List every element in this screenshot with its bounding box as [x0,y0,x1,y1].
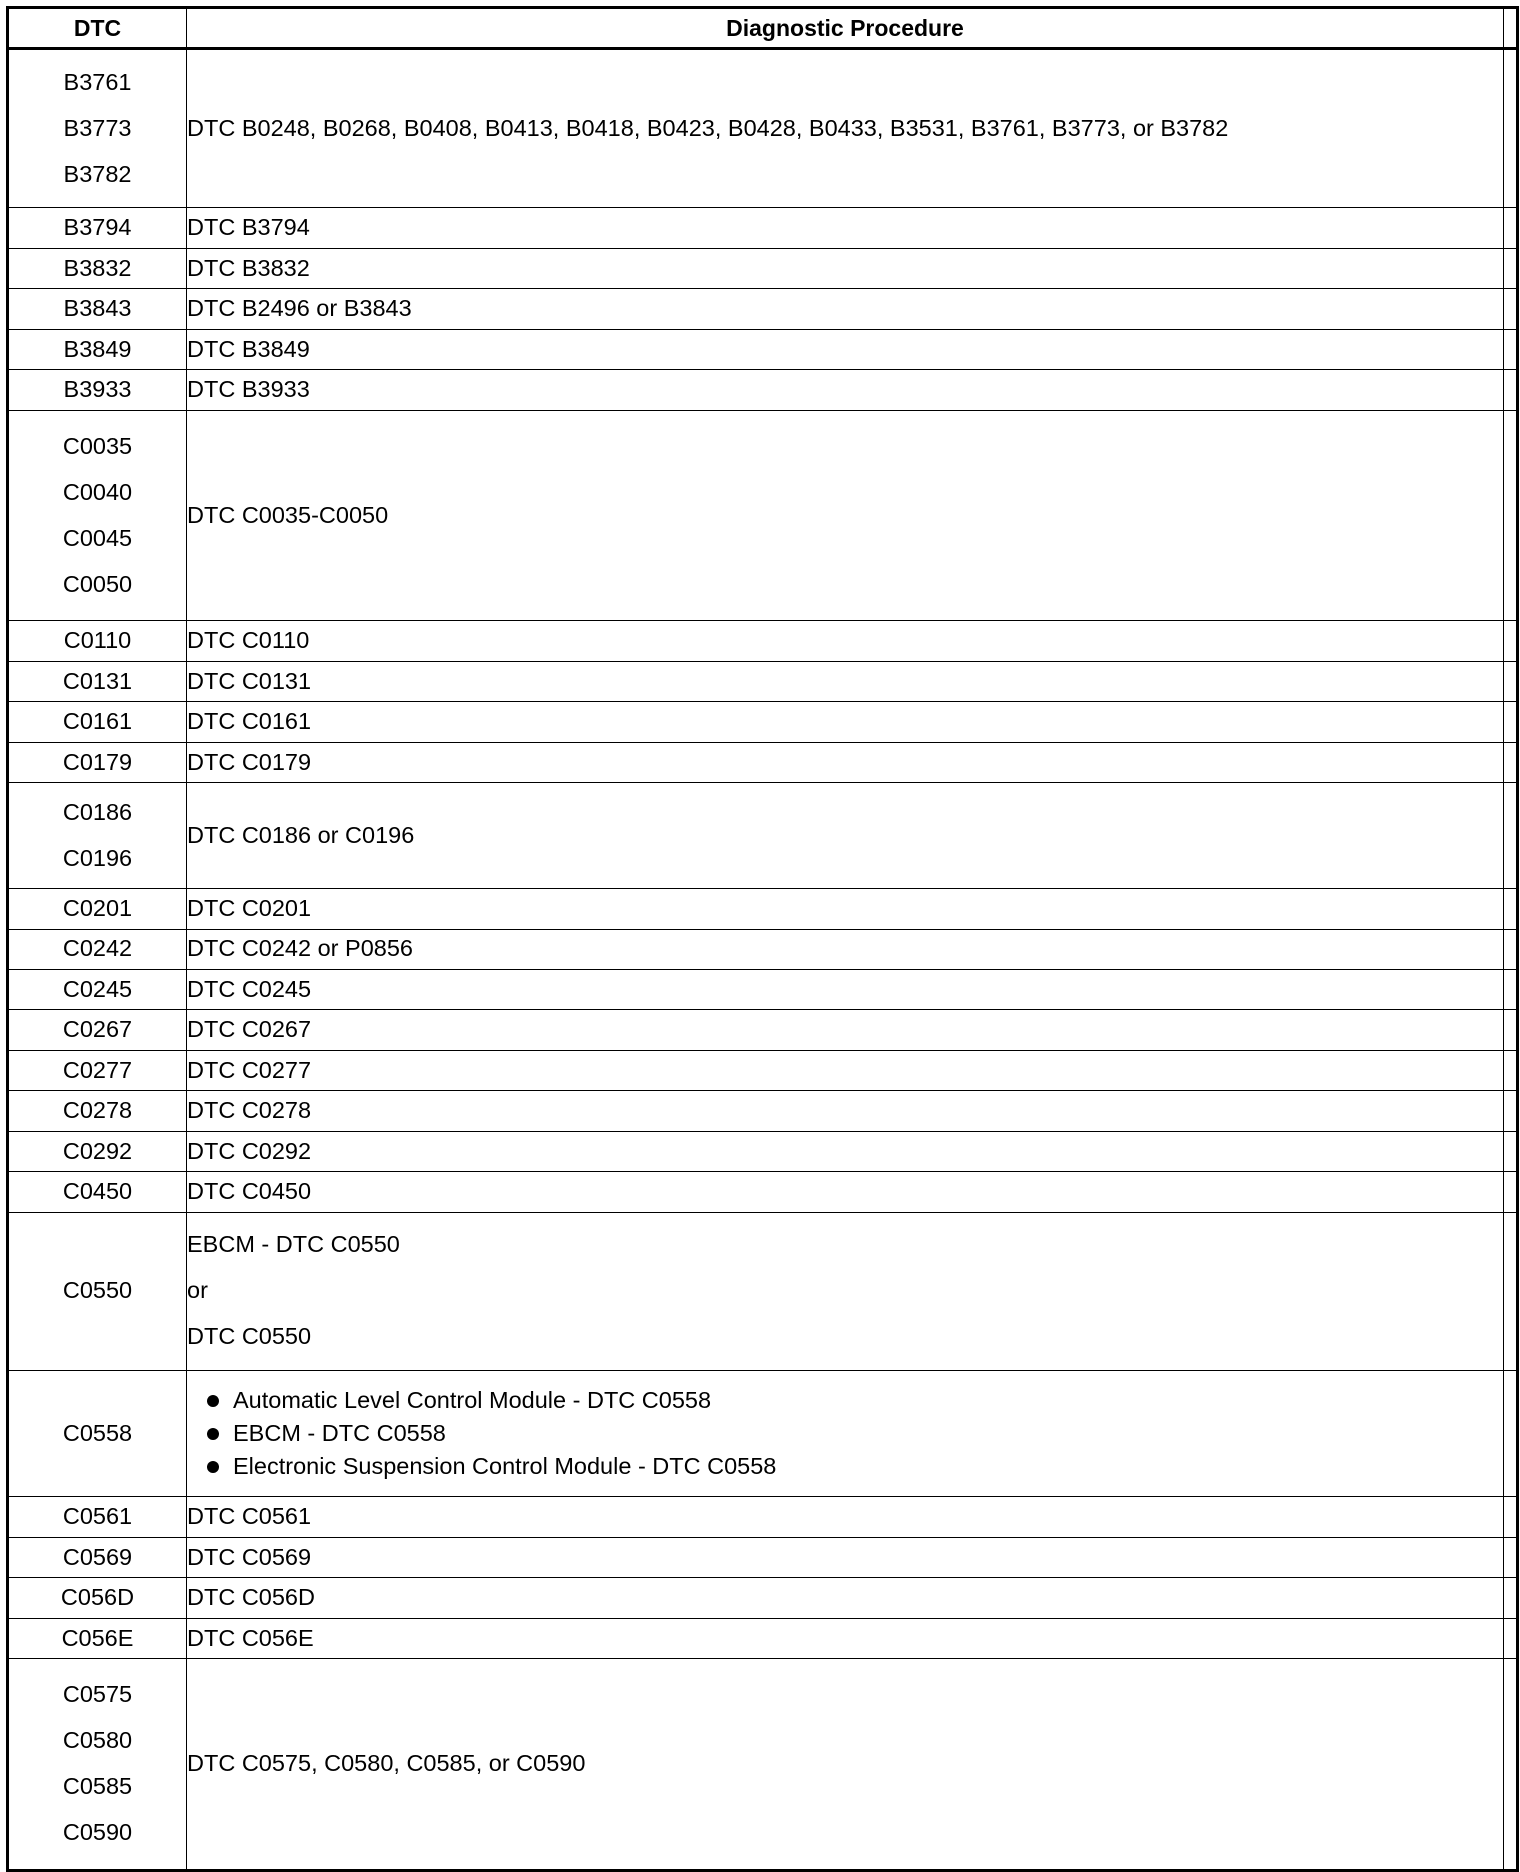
edge-cell [1504,621,1518,661]
dtc-code-cell [8,702,187,742]
dtc-code: C0045 [62,524,133,551]
dtc-code: B3782 [63,160,132,187]
dtc-code: C0242 [62,935,133,962]
table-row [8,929,1518,969]
procedure-text: DTC B0248, B0268, B0408, B0413, B0418, B0423, B0428, B0433, B3531, B3761, B3773, or B3782 [187,114,1229,141]
procedure-text: DTC C0575, C0580, C0585, or C0590 [187,1750,586,1777]
dtc-code-cell [8,889,187,929]
procedure-bullet-item [187,1384,1503,1417]
procedure-cell [187,208,1504,248]
procedure-cell [187,661,1504,701]
dtc-code: C0277 [62,1056,133,1083]
edge-cell [1504,929,1518,969]
procedure-text: DTC C0267 [187,1016,312,1043]
procedure-text: DTC C0186 or C0196 [187,821,415,848]
dtc-code: C0179 [62,748,133,775]
dtc-code-cell [8,742,187,782]
table-row [8,1010,1518,1050]
procedure-cell [187,1497,1504,1537]
procedure-cell [187,783,1504,889]
table-body [8,49,1518,1871]
edge-cell [1504,661,1518,701]
procedure-cell [187,370,1504,410]
procedure-text: DTC C056D [187,1584,315,1611]
table-row [8,1537,1518,1577]
dtc-code: C0450 [62,1178,133,1205]
table-row [8,1659,1518,1871]
procedure-text: DTC C0110 [187,627,310,654]
dtc-code: C0196 [62,844,133,871]
procedure-text: DTC C0179 [187,748,312,775]
table-row [8,1091,1518,1131]
procedure-cell [187,889,1504,929]
edge-cell [1504,1212,1518,1370]
procedure-text: DTC C056E [187,1624,314,1651]
dtc-code-cell [8,1010,187,1050]
dtc-code-cell [8,1370,187,1496]
table-row [8,702,1518,742]
table-row [8,1578,1518,1618]
edge-cell [1504,370,1518,410]
dtc-code: C0569 [62,1543,133,1570]
dtc-code-cell [8,969,187,1009]
procedure-cell [187,1172,1504,1212]
procedure-text: DTC C0550 [187,1323,312,1350]
edge-cell [1504,1050,1518,1090]
table-row [8,1131,1518,1171]
procedure-cell [187,1370,1504,1496]
procedure-bullet-text: Electronic Suspension Control Module - DTC C0558 [233,1452,777,1479]
dtc-code-cell [8,410,187,621]
dtc-code-cell [8,1618,187,1658]
table-row [8,208,1518,248]
table-row [8,1212,1518,1370]
procedure-bullet-text: EBCM - DTC C0558 [233,1419,446,1446]
dtc-code: C0292 [62,1137,133,1164]
dtc-code-cell [8,289,187,329]
procedure-cell [187,742,1504,782]
table-row [8,742,1518,782]
dtc-code-cell [8,1578,187,1618]
procedure-text: DTC C0035-C0050 [187,501,389,528]
procedure-cell [187,289,1504,329]
header-dtc: DTC [8,8,187,49]
table-row [8,49,1518,208]
dtc-code: C0161 [62,708,133,735]
edge-cell [1504,49,1518,208]
dtc-code-cell [8,370,187,410]
procedure-cell [187,49,1504,208]
dtc-code: B3832 [63,254,132,281]
procedure-cell [187,1537,1504,1577]
dtc-code: C0040 [62,478,133,505]
procedure-text: EBCM - DTC C0550 [187,1231,400,1258]
dtc-code: C0580 [62,1727,133,1754]
procedure-cell [187,1578,1504,1618]
procedure-text: DTC C0131 [187,667,312,694]
dtc-code: C056D [60,1584,135,1611]
dtc-code-cell [8,1091,187,1131]
procedure-text: or [187,1277,208,1304]
edge-cell [1504,1497,1518,1537]
edge-cell [1504,702,1518,742]
dtc-code-cell [8,208,187,248]
edge-cell [1504,1131,1518,1171]
dtc-code: C056E [61,1624,134,1651]
dtc-code: B3843 [63,295,132,322]
dtc-code: B3761 [63,68,132,95]
table-row [8,969,1518,1009]
procedure-text: DTC B3794 [187,214,310,241]
dtc-code: C0267 [62,1016,133,1043]
procedure-cell [187,1050,1504,1090]
dtc-code-cell [8,1172,187,1212]
procedure-text: DTC C0242 or P0856 [187,935,413,962]
edge-cell [1504,1659,1518,1871]
table-row [8,1618,1518,1658]
dtc-code: C0550 [62,1277,133,1304]
dtc-code: C0585 [62,1773,133,1800]
procedure-bullet-text: Automatic Level Control Module - DTC C0558 [233,1386,712,1413]
dtc-code-cell [8,1659,187,1871]
procedure-bullet-item [187,1450,1503,1483]
dtc-code: C0558 [62,1419,133,1446]
edge-cell [1504,1618,1518,1658]
edge-cell [1504,1172,1518,1212]
dtc-code-cell [8,621,187,661]
dtc-code-cell [8,929,187,969]
edge-cell [1504,1091,1518,1131]
procedure-text: DTC B2496 or B3843 [187,295,412,322]
dtc-code: C0131 [62,667,133,694]
edge-cell [1504,1370,1518,1496]
procedure-cell [187,1212,1504,1370]
procedure-text: DTC C0450 [187,1178,312,1205]
edge-cell [1504,1578,1518,1618]
procedure-cell [187,702,1504,742]
dtc-code: C0575 [62,1681,133,1708]
procedure-text: DTC C0569 [187,1543,312,1570]
dtc-table [6,6,1519,1872]
procedure-cell [187,969,1504,1009]
table-row [8,248,1518,288]
dtc-code: B3849 [63,335,132,362]
procedure-cell [187,1131,1504,1171]
dtc-code: B3933 [63,376,132,403]
dtc-code-cell [8,329,187,369]
procedure-bullet-item [187,1417,1503,1450]
dtc-code: C0201 [62,895,133,922]
procedure-cell [187,329,1504,369]
edge-cell [1504,1010,1518,1050]
edge-cell [1504,783,1518,889]
procedure-text: DTC B3832 [187,254,310,281]
dtc-code: C0590 [62,1819,133,1846]
procedure-cell [187,1091,1504,1131]
procedure-text: DTC C0277 [187,1056,312,1083]
dtc-code: C0561 [62,1503,133,1530]
procedure-text: DTC B3933 [187,376,310,403]
procedure-cell [187,1618,1504,1658]
table-row [8,661,1518,701]
procedure-cell [187,621,1504,661]
procedure-cell [187,929,1504,969]
table-row [8,621,1518,661]
edge-cell [1504,889,1518,929]
header-row [8,8,1518,49]
table-row [8,370,1518,410]
table-row [8,289,1518,329]
dtc-code: B3794 [63,214,132,241]
table-row [8,1370,1518,1496]
edge-cell [1504,969,1518,1009]
table-row [8,329,1518,369]
dtc-code-cell [8,1497,187,1537]
procedure-text: DTC C0201 [187,895,312,922]
edge-cell [1504,289,1518,329]
procedure-text: DTC B3849 [187,335,310,362]
dtc-code: B3773 [63,114,132,141]
procedure-cell [187,1659,1504,1871]
table-row [8,1497,1518,1537]
procedure-text: DTC C0292 [187,1137,312,1164]
bullet-dot-icon [207,1395,219,1407]
dtc-code: C0186 [62,798,133,825]
dtc-code: C0278 [62,1097,133,1124]
header-diagnostic-procedure: Diagnostic Procedure [187,8,1504,49]
procedure-text: DTC C0245 [187,975,312,1002]
edge-cell [1504,208,1518,248]
procedure-cell [187,410,1504,621]
bullet-dot-icon [207,1461,219,1473]
dtc-code-cell [8,661,187,701]
dtc-code-cell [8,1537,187,1577]
header-edge [1504,8,1518,49]
edge-cell [1504,248,1518,288]
procedure-text: DTC C0561 [187,1503,312,1530]
dtc-code: C0245 [62,975,133,1002]
dtc-code-cell [8,1050,187,1090]
procedure-text: DTC C0161 [187,708,312,735]
edge-cell [1504,410,1518,621]
edge-cell [1504,329,1518,369]
dtc-code: C0035 [62,432,133,459]
table-row [8,783,1518,889]
table-row [8,410,1518,621]
bullet-dot-icon [207,1428,219,1440]
dtc-code-cell [8,248,187,288]
table-row [8,1172,1518,1212]
dtc-code-cell [8,1212,187,1370]
procedure-text: DTC C0278 [187,1097,312,1124]
edge-cell [1504,742,1518,782]
dtc-code: C0110 [63,627,132,654]
dtc-code: C0050 [62,570,133,597]
procedure-cell [187,248,1504,288]
dtc-code-cell [8,783,187,889]
procedure-cell [187,1010,1504,1050]
dtc-code-cell [8,1131,187,1171]
table-row [8,1050,1518,1090]
procedure-bullet-list [187,1384,1503,1483]
edge-cell [1504,1537,1518,1577]
dtc-code-cell [8,49,187,208]
table-row [8,889,1518,929]
